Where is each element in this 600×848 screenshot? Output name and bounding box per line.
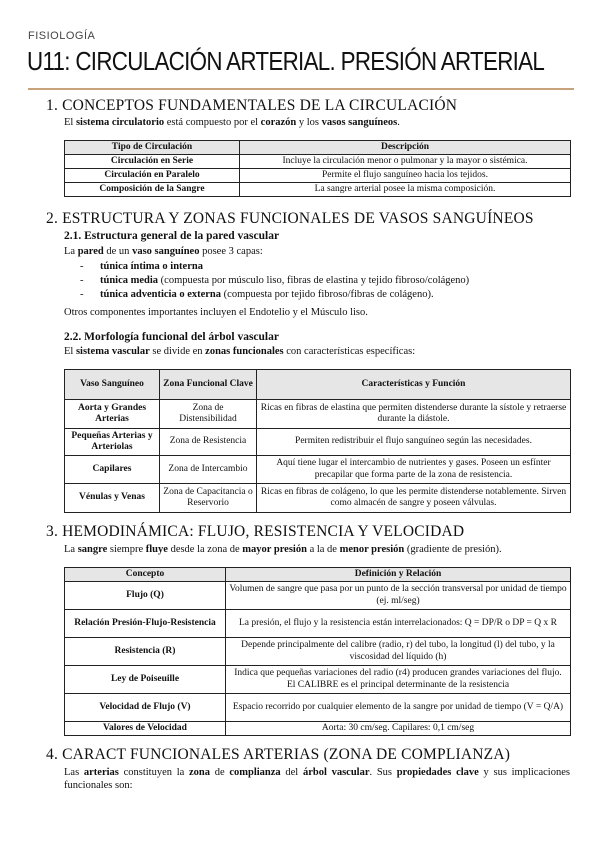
subsection-2-1-heading: 2.1. Estructura general de la pared vascular [64,230,280,242]
table-row: Valores de Velocidad Aorta: 30 cm/seg. Capilares: 0,1 cm/seg [65,722,571,736]
page-title: U11: CIRCULACIÓN ARTERIAL. PRESIÓN ARTERIAL [27,46,545,76]
table-row: Circulación en Serie Incluye la circulación menor o pulmonar y la mayor o sistémica. [65,155,571,169]
table-row: Pequeñas Arterias y Arteriolas Zona de Resistencia Permiten redistribuir el flujo sanguíneo según las necesidades. [65,429,571,456]
subject-label: FISIOLOGÍA [28,30,96,42]
table-row: Circulación en Paralelo Permite el flujo sanguíneo hacia los tejidos. [65,169,571,183]
list-item: - túnica adventicia o externa (compuesta por tejido fibroso/fibras de colágeno). [80,289,434,300]
section-1-intro: El sistema circulatorio está compuesto por el corazón y los vasos sanguíneos. [64,117,400,128]
list-item: - túnica media (compuesta por músculo liso, fibras de elastina y tejido fibroso/colágeno) [80,275,470,286]
hemodynamics-table [64,567,571,736]
subsection-2-2-heading: 2.2. Morfología funcional del árbol vascular [64,331,279,343]
table-row: Aorta y Grandes Arterias Zona de Distensibilidad Ricas en fibras de elastina que permiten distenderse durante la sístole y retraerse durante la diástole. [65,400,571,429]
table-row: Composición de la Sangre La sangre arterial posee la misma composición. [65,183,571,197]
section-1-heading: 1. CONCEPTOS FUNDAMENTALES DE LA CIRCULACIÓN [46,97,458,114]
table-row: Vénulas y Venas Zona de Capacitancia o Reservorio Ricas en fibras de colágeno, lo que les permite distenderse notablemente. Sirven como almacén de sangre y poseen válvulas. [65,484,571,513]
circulation-types-table [64,140,571,197]
other-components-text: Otros componentes importantes incluyen el Endotelio y el Músculo liso. [64,307,368,318]
table-header: Descripción [240,141,571,155]
subsection-2-2-intro: El sistema vascular se divide en zonas funcionales con características específicas: [64,346,416,357]
table-header: Tipo de Circulación [65,141,240,155]
table-header: Zona Funcional Clave [160,370,257,400]
vascular-zones-table [64,369,571,513]
table-row: Relación Presión-Flujo-Resistencia La presión, el flujo y la resistencia están interrelacionados: Q = DP/R o DP = Q x R [65,610,571,638]
section-4-intro: Las arterias constituyen la zona de complianza del árbol vascular. Sus propiedades clave y sus implicaciones funcionales son: [64,767,570,791]
table-header: Vaso Sanguíneo [65,370,160,400]
table-header: Concepto [65,568,226,582]
subsection-2-1-intro: La pared de un vaso sanguíneo posee 3 capas: [64,246,263,257]
section-3-intro: La sangre siempre fluye desde la zona de mayor presión a la de menor presión (gradiente de presión). [64,544,502,555]
table-row: Resistencia (R) Depende principalmente del calibre (radio, r) del tubo, la longitud (l) del tubo, y la viscosidad del líquido (h) [65,638,571,666]
section-2-heading: 2. ESTRUCTURA Y ZONAS FUNCIONALES DE VASOS SANGUÍNEOS [46,210,534,227]
table-header: Características y Función [257,370,571,400]
title-divider [28,88,574,90]
table-row: Velocidad de Flujo (V) Espacio recorrido por cualquier elemento de la sangre por unidad de tiempo (V = Q/A) [65,694,571,722]
table-row: Capilares Zona de Intercambio Aquí tiene lugar el intercambio de nutrientes y gases. Poseen un esfínter precapilar que forma parte de la zona de resistencia. [65,456,571,484]
list-item: - túnica íntima o interna [80,261,203,272]
table-row: Ley de Poiseuille Indica que pequeñas variaciones del radio (r4) producen grandes variaciones del flujo. El CALIBRE es el principal determinante de la resistencia [65,666,571,694]
section-3-heading: 3. HEMODINÁMICA: FLUJO, RESISTENCIA Y VELOCIDAD [46,523,465,540]
table-row: Flujo (Q) Volumen de sangre que pasa por un punto de la sección transversal por unidad de tiempo (ej. ml/seg) [65,582,571,610]
section-4-heading: 4. CARACT FUNCIONALES ARTERIAS (ZONA DE COMPLIANZA) [46,746,511,763]
table-header: Definición y Relación [226,568,571,582]
